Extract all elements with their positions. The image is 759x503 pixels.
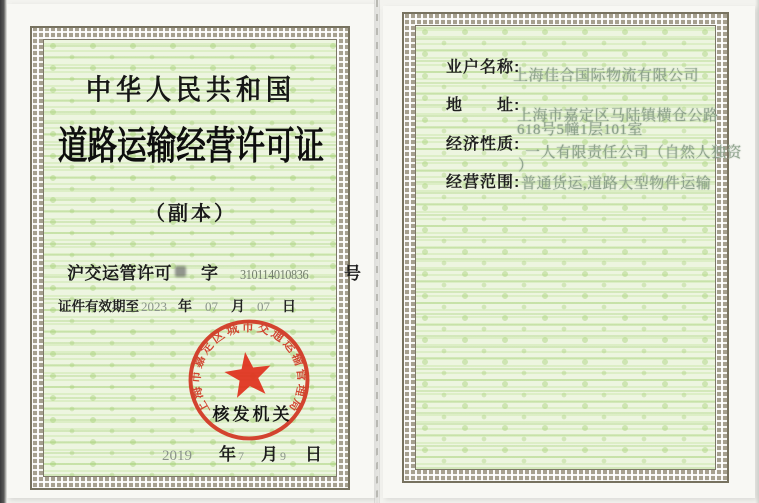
field-value: 上海佳合国际物流有限公司 — [513, 68, 700, 84]
duplicate-copy-label: （副本） — [145, 203, 237, 225]
issuing-authority-label: 核发机关 — [212, 405, 293, 424]
license-prefix: 沪交运管许可 — [67, 264, 172, 283]
month-char: 月 — [231, 298, 245, 314]
field-value: 普通货运,道路大型物件运输 — [521, 176, 712, 192]
license-hao-char: 号 — [343, 264, 362, 283]
issue-year: 2019 — [162, 448, 192, 464]
field-label: 经济性质: — [446, 136, 521, 153]
stamp-star-icon — [222, 349, 274, 399]
year-char: 年 — [178, 298, 192, 314]
redacted-mark — [175, 266, 186, 277]
validity-month: 07 — [205, 299, 218, 314]
field-value: 一人有限责任公司（自然人独资 — [525, 145, 743, 161]
validity-line — [58, 295, 296, 316]
field-value-line2: 618号5幢1层101室 — [517, 122, 644, 138]
license-serial-number: 310114010836 — [239, 268, 308, 283]
permit-title: 道路运输经营许可证 — [57, 125, 325, 169]
validity-year: 2023 — [141, 299, 167, 314]
field-label: 地 址: — [446, 97, 521, 114]
country-name: 中华人民共和国 — [85, 75, 296, 106]
month-char: 月 — [261, 445, 278, 464]
field-label: 经营范围: — [446, 174, 521, 191]
scanner-edge-shadow — [0, 0, 7, 503]
year-char: 年 — [219, 445, 236, 464]
right-page — [383, 6, 755, 498]
field-value: 上海市嘉定区马陆镇横仓公路 — [517, 108, 719, 124]
field-label: 业户名称: — [446, 59, 521, 76]
seal-graphic — [183, 314, 315, 446]
left-page — [7, 4, 375, 498]
issue-date-line — [162, 440, 322, 465]
day-char: 日 — [305, 445, 322, 464]
issue-month: 7 — [238, 449, 244, 463]
validity-label: 证件有效期至 — [58, 299, 139, 314]
license-zi-char: 字 — [201, 264, 219, 283]
validity-day: 07 — [257, 299, 270, 314]
license-number-line — [67, 259, 361, 284]
official-red-seal — [183, 314, 315, 446]
scanner-edge-right — [755, 0, 759, 503]
issue-day: 9 — [280, 449, 286, 463]
seal-circular-text: 上海市嘉定区城市交通运输管理局 — [188, 319, 310, 417]
day-char: 日 — [282, 298, 296, 314]
field-value-line2: ） — [518, 158, 534, 174]
